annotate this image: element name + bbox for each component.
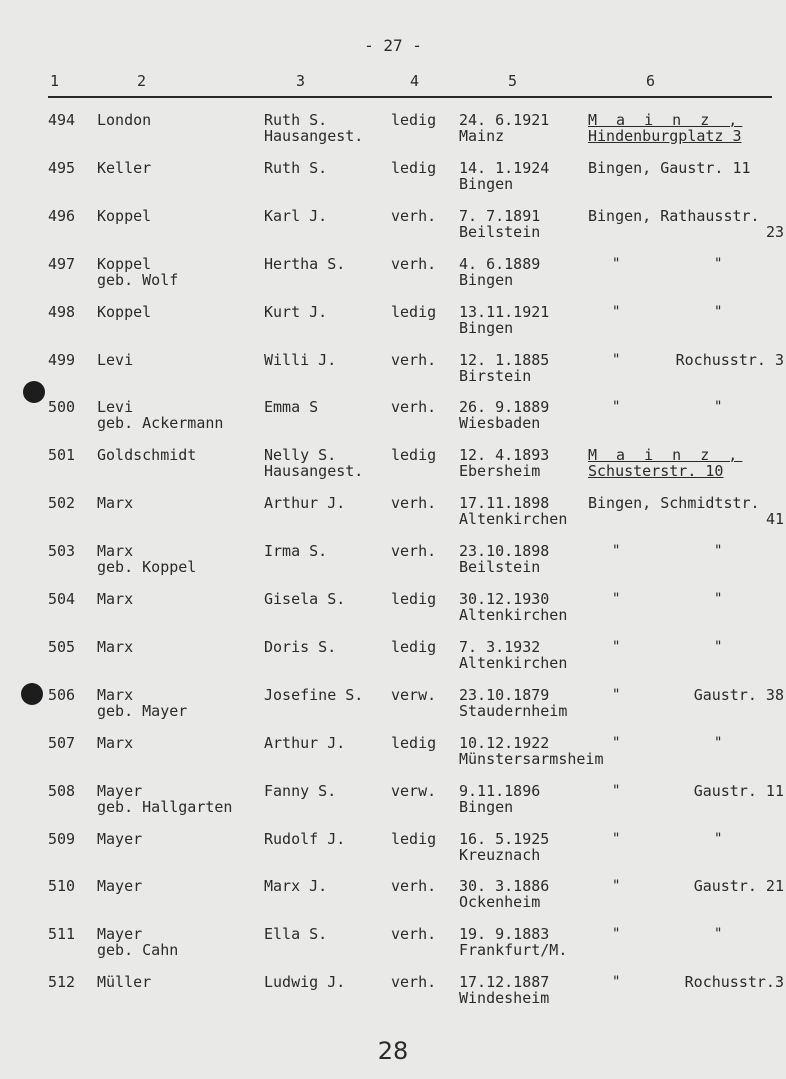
entry-number: 511 — [48, 925, 76, 943]
entry-number: 498 — [48, 303, 76, 321]
given-name — [264, 735, 345, 751]
entry-number: 500 — [48, 398, 76, 416]
marital-status: ledig — [391, 590, 437, 608]
given-name — [264, 256, 345, 272]
birth-place: Birstein — [459, 367, 532, 385]
entry-number: 506 — [48, 686, 76, 704]
entry-number: 497 — [48, 255, 76, 273]
surname-text: Marx — [97, 542, 134, 560]
birth-date: 26. 9.1889 — [459, 398, 550, 416]
birth-info — [459, 639, 567, 671]
address-line-2: Hindenburgplatz 3 — [588, 127, 742, 145]
given-name-text: Rudolf J. — [264, 830, 346, 848]
birth-date: 4. 6.1889 — [459, 255, 541, 273]
birth-date: 24. 6.1921 — [459, 111, 550, 129]
birth-place: Wiesbaden — [459, 414, 541, 432]
birth-info — [459, 256, 540, 288]
given-name — [264, 112, 363, 144]
birth-info — [459, 160, 549, 192]
entry-number: 499 — [48, 351, 76, 369]
street-address: Rochusstr. 3 — [675, 351, 784, 369]
marital-status: verh. — [391, 207, 437, 225]
ditto-mark: " — [612, 687, 621, 703]
page-number: - 27 - — [364, 36, 422, 55]
marital-status: verh. — [391, 398, 437, 416]
marital-status: verw. — [391, 686, 437, 704]
marital-status: verh. — [391, 494, 437, 512]
birth-info — [459, 543, 549, 575]
birth-date: 16. 5.1925 — [459, 830, 550, 848]
address — [588, 495, 784, 527]
surname — [97, 974, 151, 990]
entry-number: 504 — [48, 590, 76, 608]
street-address: Gaustr. 21 — [693, 877, 784, 895]
surname-text: Mayer — [97, 782, 143, 800]
surname-text: Mayer — [97, 877, 143, 895]
given-name — [264, 926, 327, 942]
table-row — [0, 304, 786, 352]
ditto-mark: " — [612, 639, 621, 655]
birth-place: Altenkirchen — [459, 654, 568, 672]
column-number: 4 — [410, 72, 420, 90]
given-name — [264, 831, 345, 847]
street-address: Rochusstr.3 — [684, 973, 784, 991]
address-line-2: 23 — [765, 223, 784, 241]
table-row — [0, 926, 786, 974]
entry-number: 501 — [48, 446, 76, 464]
given-name-text: Willi J. — [264, 351, 337, 369]
birth-date: 14. 1.1924 — [459, 159, 550, 177]
table-row — [0, 687, 786, 735]
entry-number: 503 — [48, 542, 76, 560]
address-line-1: Bingen, Rathausstr. — [588, 207, 760, 225]
birth-place: Altenkirchen — [459, 510, 568, 528]
surname-text: Levi — [97, 398, 134, 416]
birth-date: 30. 3.1886 — [459, 877, 550, 895]
ditto-mark: " — [714, 639, 723, 655]
occupation: Hausangest. — [264, 127, 364, 145]
birth-place: Ockenheim — [459, 893, 541, 911]
birth-place: Ebersheim — [459, 462, 541, 480]
birth-date: 7. 7.1891 — [459, 207, 541, 225]
surname-text: Mayer — [97, 925, 143, 943]
table-row — [0, 495, 786, 543]
table-row — [0, 447, 786, 495]
surname-text: Mayer — [97, 830, 143, 848]
surname — [97, 639, 133, 655]
given-name-text: Marx J. — [264, 877, 328, 895]
given-name — [264, 591, 345, 607]
given-name-text: Nelly S. — [264, 446, 337, 464]
birth-info — [459, 447, 549, 479]
ditto-mark: " — [612, 304, 621, 320]
surname-text: Goldschmidt — [97, 446, 197, 464]
table-row — [0, 399, 786, 447]
marital-status: verh. — [391, 877, 437, 895]
entry-number: 512 — [48, 973, 76, 991]
marital-status: ledig — [391, 111, 437, 129]
surname-text: Koppel — [97, 207, 152, 225]
birth-place: Windesheim — [459, 989, 550, 1007]
entry-number: 494 — [48, 111, 76, 129]
surname-text: Keller — [97, 159, 152, 177]
marital-status: ledig — [391, 159, 437, 177]
birth-info — [459, 831, 549, 863]
ditto-mark: " — [612, 352, 621, 368]
occupation: Hausangest. — [264, 462, 364, 480]
marital-status: ledig — [391, 830, 437, 848]
address-line-1: M a i n z , — [588, 446, 743, 464]
birth-date: 17.11.1898 — [459, 494, 550, 512]
marital-status: verh. — [391, 925, 437, 943]
birth-date: 13.11.1921 — [459, 303, 550, 321]
birth-info — [459, 591, 567, 623]
birth-place: Kreuznach — [459, 846, 541, 864]
birth-place: Bingen — [459, 798, 514, 816]
birth-info — [459, 974, 549, 1006]
entry-number: 509 — [48, 830, 76, 848]
address-line-1: Bingen, Schmidtstr. — [588, 494, 760, 512]
marital-status: verh. — [391, 973, 437, 991]
surname — [97, 447, 196, 463]
street-address: Gaustr. 38 — [693, 686, 784, 704]
entry-number: 507 — [48, 734, 76, 752]
entry-number: 496 — [48, 207, 76, 225]
address-line-2: 41 — [765, 510, 784, 528]
marital-status: ledig — [391, 303, 437, 321]
birth-info — [459, 878, 549, 910]
footer-page-number: 28 — [377, 1037, 409, 1065]
marital-status: ledig — [391, 638, 437, 656]
birth-info — [459, 208, 540, 240]
ditto-mark: " — [612, 831, 621, 847]
birth-place: Beilstein — [459, 558, 541, 576]
birth-place: Beilstein — [459, 223, 541, 241]
entry-number: 510 — [48, 877, 76, 895]
ditto-mark: " — [714, 304, 723, 320]
surname — [97, 352, 133, 368]
given-name-text: Hertha S. — [264, 255, 346, 273]
ditto-mark: " — [612, 399, 621, 415]
ditto-mark: " — [714, 399, 723, 415]
maiden-name: geb. Wolf — [97, 271, 179, 289]
ditto-mark: " — [714, 591, 723, 607]
given-name — [264, 208, 327, 224]
birth-info — [459, 304, 549, 336]
given-name — [264, 495, 345, 511]
surname — [97, 112, 151, 128]
given-name-text: Ella S. — [264, 925, 328, 943]
given-name — [264, 399, 318, 415]
surname — [97, 160, 151, 176]
surname — [97, 926, 178, 958]
surname — [97, 783, 232, 815]
maiden-name: geb. Cahn — [97, 941, 179, 959]
ditto-mark: " — [612, 783, 621, 799]
surname-text: Müller — [97, 973, 152, 991]
given-name — [264, 304, 327, 320]
maiden-name: geb. Koppel — [97, 558, 197, 576]
address-line-1: M a i n z , — [588, 111, 743, 129]
birth-info — [459, 495, 567, 527]
surname — [97, 208, 151, 224]
birth-date: 19. 9.1883 — [459, 925, 550, 943]
surname — [97, 543, 196, 575]
birth-info — [459, 783, 540, 815]
table-row — [0, 352, 786, 400]
given-name-text: Karl J. — [264, 207, 328, 225]
address-line-1: Bingen, Gaustr. 11 — [588, 159, 751, 177]
birth-date: 17.12.1887 — [459, 973, 550, 991]
table-row — [0, 112, 786, 160]
table-row — [0, 735, 786, 783]
given-name-text: Kurt J. — [264, 303, 328, 321]
surname-text: Marx — [97, 638, 134, 656]
birth-date: 9.11.1896 — [459, 782, 541, 800]
maiden-name: geb. Ackermann — [97, 414, 224, 432]
marital-status: verh. — [391, 351, 437, 369]
surname — [97, 831, 142, 847]
address-line-2: Schusterstr. 10 — [588, 462, 724, 480]
ditto-mark: " — [714, 543, 723, 559]
ditto-mark: " — [612, 735, 621, 751]
given-name-text: Gisela S. — [264, 590, 346, 608]
surname-text: London — [97, 111, 152, 129]
birth-date: 12. 4.1893 — [459, 446, 550, 464]
table-row — [0, 878, 786, 926]
birth-info — [459, 352, 549, 384]
ditto-mark: " — [714, 735, 723, 751]
given-name — [264, 974, 345, 990]
given-name-text: Ruth S. — [264, 159, 328, 177]
given-name-text: Fanny S. — [264, 782, 337, 800]
birth-info — [459, 112, 549, 144]
surname — [97, 256, 178, 288]
given-name — [264, 878, 327, 894]
maiden-name: geb. Hallgarten — [97, 798, 233, 816]
birth-date: 12. 1.1885 — [459, 351, 550, 369]
table-row — [0, 639, 786, 687]
ditto-mark: " — [714, 831, 723, 847]
given-name — [264, 639, 336, 655]
given-name — [264, 160, 327, 176]
birth-info — [459, 687, 567, 719]
birth-date: 23.10.1879 — [459, 686, 550, 704]
entry-number: 502 — [48, 494, 76, 512]
table-row — [0, 783, 786, 831]
ditto-mark: " — [612, 878, 621, 894]
given-name — [264, 447, 363, 479]
maiden-name: geb. Mayer — [97, 702, 188, 720]
column-number: 5 — [508, 72, 518, 90]
table-row — [0, 831, 786, 879]
column-number: 2 — [137, 72, 147, 90]
ditto-mark: " — [714, 926, 723, 942]
ditto-mark: " — [612, 926, 621, 942]
given-name-text: Ludwig J. — [264, 973, 346, 991]
given-name-text: Emma S — [264, 398, 319, 416]
ditto-mark: " — [714, 256, 723, 272]
table-row — [0, 591, 786, 639]
surname-text: Marx — [97, 686, 134, 704]
surname — [97, 878, 142, 894]
entry-number: 505 — [48, 638, 76, 656]
address — [588, 160, 784, 176]
surname-text: Levi — [97, 351, 134, 369]
surname-text: Marx — [97, 734, 134, 752]
birth-info — [459, 926, 567, 958]
birth-place: Münstersarmsheim — [459, 750, 604, 768]
surname-text: Koppel — [97, 255, 152, 273]
birth-date: 30.12.1930 — [459, 590, 550, 608]
surname — [97, 735, 133, 751]
surname-text: Marx — [97, 494, 134, 512]
table-row — [0, 208, 786, 256]
birth-place: Frankfurt/M. — [459, 941, 568, 959]
table-row — [0, 160, 786, 208]
birth-place: Mainz — [459, 127, 505, 145]
table-row — [0, 974, 786, 1022]
given-name — [264, 352, 336, 368]
address — [588, 447, 784, 479]
given-name-text: Doris S. — [264, 638, 337, 656]
birth-date: 7. 3.1932 — [459, 638, 541, 656]
birth-place: Bingen — [459, 319, 514, 337]
given-name — [264, 687, 363, 703]
birth-date: 10.12.1922 — [459, 734, 550, 752]
marital-status: verw. — [391, 782, 437, 800]
marital-status: ledig — [391, 446, 437, 464]
birth-info — [459, 399, 549, 431]
surname — [97, 495, 133, 511]
street-address: Gaustr. 11 — [693, 782, 784, 800]
column-number: 6 — [646, 72, 656, 90]
marital-status: verh. — [391, 255, 437, 273]
table-row — [0, 543, 786, 591]
entry-number: 508 — [48, 782, 76, 800]
birth-place: Staudernheim — [459, 702, 568, 720]
given-name — [264, 783, 336, 799]
marital-status: verh. — [391, 542, 437, 560]
given-name-text: Ruth S. — [264, 111, 328, 129]
surname — [97, 399, 223, 431]
ditto-mark: " — [612, 256, 621, 272]
header-rule — [48, 96, 772, 98]
surname — [97, 687, 187, 719]
given-name-text: Arthur J. — [264, 734, 346, 752]
address — [588, 112, 784, 144]
ditto-mark: " — [612, 974, 621, 990]
surname-text: Koppel — [97, 303, 152, 321]
given-name-text: Josefine S. — [264, 686, 364, 704]
birth-place: Bingen — [459, 175, 514, 193]
birth-place: Altenkirchen — [459, 606, 568, 624]
surname — [97, 591, 133, 607]
birth-date: 23.10.1898 — [459, 542, 550, 560]
surname-text: Marx — [97, 590, 134, 608]
table-row — [0, 256, 786, 304]
birth-place: Bingen — [459, 271, 514, 289]
column-number: 3 — [296, 72, 306, 90]
address — [588, 208, 784, 240]
marital-status: ledig — [391, 734, 437, 752]
column-number: 1 — [50, 72, 60, 90]
given-name-text: Arthur J. — [264, 494, 346, 512]
entry-number: 495 — [48, 159, 76, 177]
ditto-mark: " — [612, 543, 621, 559]
ditto-mark: " — [612, 591, 621, 607]
birth-info — [459, 735, 604, 767]
given-name — [264, 543, 327, 559]
given-name-text: Irma S. — [264, 542, 328, 560]
surname — [97, 304, 151, 320]
